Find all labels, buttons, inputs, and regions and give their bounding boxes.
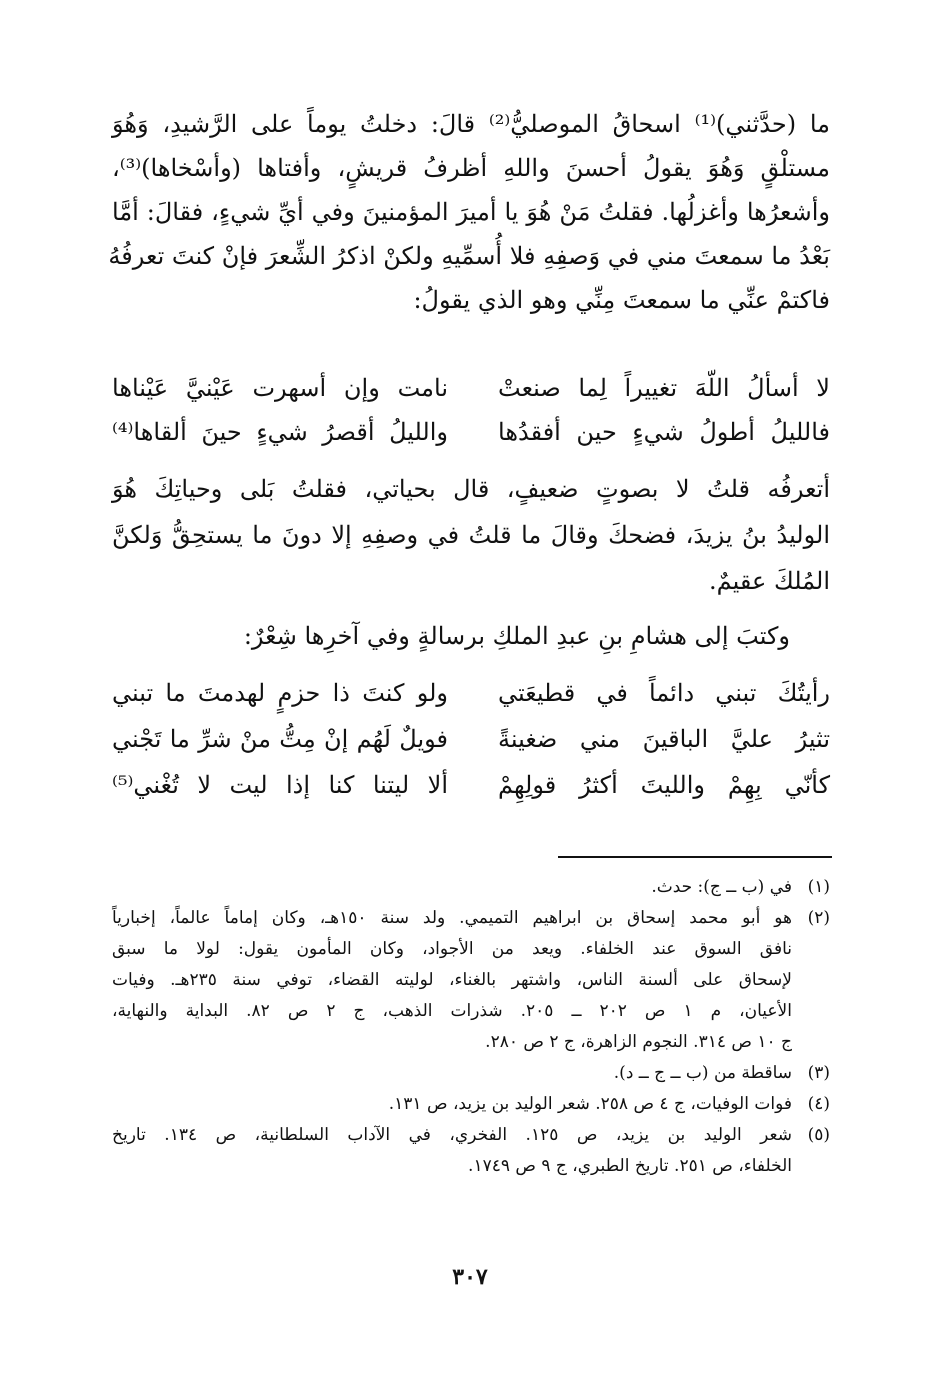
footnote: [112, 1089, 830, 1120]
footnote-number: (٢): [807, 908, 830, 928]
text-line: أتعرفُه قلتُ لا بصوتٍ ضعيفٍ، قال بحياتي، فقلتُ بَلى وحياتِكَ هُوَ: [112, 475, 830, 503]
text-line: ما (حدَّثني)⁽¹⁾ اسحاقُ الموصليُّ⁽²⁾ قالَ: دخلتُ يوماً على الرَّشيدِ، وَهُوَ: [112, 110, 830, 138]
text-line: الوليدُ بنُ يزيدَ، فضحكَ وقالَ ما قلتُ في وصفِهِ إلا دونَ ما يستحِقُّ وَلكنَّ: [112, 521, 830, 549]
verse-first-hemistich: رأيتُكَ تبني دائماً في قطيعَتي: [498, 679, 830, 707]
verse-first-hemistich: فالليلُ أطولُ شيءٍ حين أفقدُها: [498, 418, 830, 446]
footnote-line: فوات الوفيات، ج ٤ ص ٢٥٨. شعر الوليد بن يزيد، ص ١٣١.: [388, 1094, 792, 1114]
verse-first-hemistich: كأنّي بِهِمْ والليتَ أكثرُ قولِهِمْ: [498, 771, 830, 799]
footnote: [112, 903, 830, 1058]
poem-1: [112, 366, 830, 454]
footnote-line: لإسحاق على ألسنة الناس، واشتهر بالغناء، لوليته القضاء، توفي سنة ٢٣٥هـ. وفيات: [112, 970, 792, 990]
verse-second-hemistich: فويلٌ لَهُم إنْ مِتُّ منْ شرِّ ما تَجْني: [112, 725, 448, 753]
letter-intro: [112, 614, 830, 658]
mid-paragraph: [112, 466, 830, 604]
text-line: وكتبَ إلى هشامِ بنِ عبدِ الملكِ برسالةٍ وفي آخرِها شِعْرٌ:: [243, 622, 790, 650]
footnote-line: الخلفاء، ص ٢٥١. تاريخ الطبري، ج ٩ ص ١٧٤٩.: [468, 1156, 792, 1176]
verse-second-hemistich: ألا ليتنا كنا إذا ليت لا تُغْني⁽⁵⁾: [112, 771, 448, 799]
text-line: بَعْدُ ما سمعتَ مني في وَصفِهِ فلا أُسمِّيهِ ولكنْ اذكرُ الشِّعرَ فإنْ كنتَ تعرفُهُ: [108, 242, 830, 270]
text-line: وأشعرُها وأغزلُها. فقلتُ مَنْ هُوَ يا أميرَ المؤمنينَ وفي أيِّ شيءٍ، فقالَ: أمَّا: [112, 198, 830, 226]
page-number: ٣٠٧: [452, 1264, 488, 1290]
footnote: [112, 872, 830, 903]
footnotes: [112, 872, 830, 1182]
footnote-line: الأعيان، م ١ ص ٢٠٢ ــ ٢٠٥. شذرات الذهب، ج ٢ ص ٨٢. البداية والنهاية،: [112, 1001, 792, 1021]
footnote: [112, 1058, 830, 1089]
verse-first-hemistich: لا أسألُ اللّهَ تغييراً لِما صنعتْ: [498, 374, 830, 402]
intro-paragraph: [108, 102, 830, 322]
verse-second-hemistich: والليلُ أقصرُ شيءٍ حينَ ألقاها⁽⁴⁾: [112, 418, 448, 446]
footnote-number: (١): [807, 877, 830, 897]
footnote-line: هو أبو محمد إسحاق بن ابراهيم التميمي. ولد سنة ١٥٠هـ، وكان إماماً عالماً، إخبارياً: [112, 908, 793, 928]
footnote-number: (٥): [807, 1125, 830, 1145]
poem-2: [112, 670, 830, 808]
footnote-line: شعر الوليد بن يزيد، ص ١٢٥. الفخري، في الآداب السلطانية، ص ١٣٤. تاريخ: [112, 1125, 792, 1145]
verse-first-hemistich: تثيرُ عليَّ الباقينَ مني ضغينةً: [498, 725, 830, 753]
verse-line: [112, 670, 830, 716]
footnote: [112, 1120, 830, 1182]
text-line: فاكتمْ عنِّي ما سمعتَ مِنِّي وهو الذي يقولُ:: [413, 286, 830, 314]
verse-line: [112, 716, 830, 762]
footnote-line: نافق السوق عند الخلفاء. ويعد من الأجواد، وكان المأمون يقول: لولا ما سبق: [112, 939, 792, 959]
text-line: المُلكَ عقيمٌ.: [709, 567, 830, 595]
verse-second-hemistich: نامت وإن أسهرت عَيْنيَّ عَيْناها: [112, 374, 448, 402]
verse-line: [112, 762, 830, 808]
footnote-line: ج ١٠ ص ٣١٤. النجوم الزاهرة، ج ٢ ص ٢٨٠.: [485, 1032, 792, 1052]
footnote-number: (٤): [807, 1094, 830, 1114]
footnote-number: (٣): [807, 1063, 830, 1083]
footnote-line: ساقطة من (ب ــ ج ــ د).: [613, 1063, 792, 1083]
footnote-separator: [558, 856, 832, 858]
verse-line: [112, 410, 830, 454]
footnote-line: في (ب ــ ج): حدث.: [651, 877, 792, 897]
verse-second-hemistich: ولو كنتَ ذا حزمٍ لهدمتَ ما تبني: [112, 679, 448, 707]
verse-line: [112, 366, 830, 410]
text-line: مستلْقٍ وَهُوَ يقولُ أحسنَ واللهِ أظرفُ قريشٍ، وأفتاها (وأسْخاها)⁽³⁾،: [112, 154, 830, 182]
